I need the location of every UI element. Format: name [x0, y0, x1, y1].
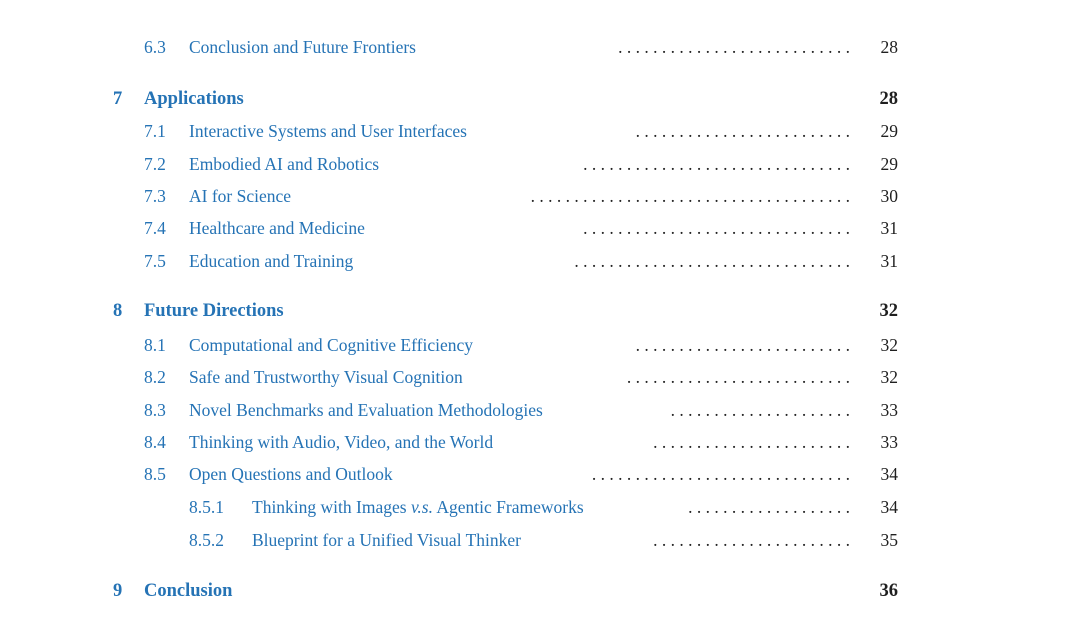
dot-leader: . . . . . . . . . . . . . . . . . . . . . . .	[653, 530, 850, 550]
page-number[interactable]: 34	[880, 464, 898, 484]
section-title[interactable]: Safe and Trustworthy Visual Cognition	[189, 367, 463, 387]
page-number[interactable]: 32	[880, 335, 898, 355]
page-number[interactable]: 32	[880, 367, 898, 387]
page-number[interactable]: 33	[880, 400, 898, 420]
section-title[interactable]: Open Questions and Outlook	[189, 464, 393, 484]
page-number[interactable]: 34	[880, 497, 898, 517]
toc-entry-6-3[interactable]	[0, 34, 1080, 60]
toc-entry-7-5[interactable]	[0, 248, 1080, 274]
dot-leader: . . . . . . . . . . . . . . . . . . . . . . . . . . . . . . .	[583, 218, 850, 238]
toc-entry-8-5-2[interactable]	[0, 527, 1080, 553]
toc-entry-8-3[interactable]	[0, 397, 1080, 423]
dot-leader: . . . . . . . . . . . . . . . . . . . . . . . . . .	[626, 367, 850, 387]
section-number: 7.5	[144, 251, 166, 271]
toc-entry-8-4[interactable]	[0, 429, 1080, 455]
toc-chapter-8[interactable]	[0, 298, 1080, 324]
section-title[interactable]: Thinking with Audio, Video, and the World	[189, 432, 494, 452]
dot-leader: . . . . . . . . . . . . . . . . . . . . . . . . . . . . . . . . . . . . .	[530, 186, 850, 206]
toc-chapter-9[interactable]	[0, 578, 1080, 604]
section-number: 7.2	[144, 154, 166, 174]
chapter-number: 8	[113, 301, 123, 321]
section-title[interactable]: Computational and Cognitive Efficiency	[189, 335, 473, 355]
toc-entry-7-4[interactable]	[0, 215, 1080, 241]
page-number[interactable]: 31	[880, 251, 898, 271]
chapter-number: 7	[113, 89, 123, 109]
page-number[interactable]: 35	[880, 530, 898, 550]
section-number: 7.1	[144, 121, 166, 141]
section-title[interactable]: Interactive Systems and User Interfaces	[189, 121, 467, 141]
toc-entry-8-2[interactable]	[0, 364, 1080, 390]
dot-leader: . . . . . . . . . . . . . . . . . . . . . . . . . . . . . . .	[583, 154, 850, 174]
toc-entry-7-2[interactable]	[0, 151, 1080, 177]
chapter-title[interactable]: Applications	[144, 89, 244, 109]
dot-leader: . . . . . . . . . . . . . . . . . . .	[688, 497, 850, 517]
section-number: 8.5	[144, 464, 166, 484]
section-number: 8.3	[144, 400, 166, 420]
dot-leader: . . . . . . . . . . . . . . . . . . . . . . . . . . . . . .	[591, 464, 850, 484]
page-number[interactable]: 36	[879, 581, 898, 601]
page-number[interactable]: 33	[880, 432, 898, 452]
section-title[interactable]: AI for Science	[189, 186, 292, 206]
chapter-title[interactable]: Conclusion	[144, 581, 233, 601]
toc-entry-7-1[interactable]	[0, 118, 1080, 144]
subsection-title[interactable]: Thinking with Images v.s. Agentic Frameworks	[252, 497, 584, 517]
section-number: 8.1	[144, 335, 166, 355]
toc-entry-7-3[interactable]	[0, 183, 1080, 209]
section-title[interactable]: Conclusion and Future Frontiers	[189, 37, 416, 57]
section-title[interactable]: Novel Benchmarks and Evaluation Methodologies	[189, 400, 543, 420]
section-number: 6.3	[144, 37, 166, 57]
subsection-number: 8.5.2	[189, 530, 224, 550]
section-title[interactable]: Healthcare and Medicine	[189, 218, 365, 238]
page-number[interactable]: 31	[880, 218, 898, 238]
dot-leader: . . . . . . . . . . . . . . . . . . . . . . . . .	[635, 335, 850, 355]
dot-leader: . . . . . . . . . . . . . . . . . . . . . . . . . . . . . . . .	[574, 251, 850, 271]
page-number[interactable]: 28	[880, 37, 898, 57]
dot-leader: . . . . . . . . . . . . . . . . . . . . . . . . . . .	[618, 37, 850, 57]
toc-entry-8-5[interactable]	[0, 461, 1080, 487]
section-number: 8.4	[144, 432, 166, 452]
dot-leader: . . . . . . . . . . . . . . . . . . . . . . . . .	[635, 121, 850, 141]
section-number: 7.4	[144, 218, 166, 238]
section-number: 8.2	[144, 367, 166, 387]
section-number: 7.3	[144, 186, 166, 206]
toc-entry-8-5-1[interactable]	[0, 494, 1080, 520]
subsection-title[interactable]: Blueprint for a Unified Visual Thinker	[252, 530, 522, 550]
dot-leader: . . . . . . . . . . . . . . . . . . . . . . .	[653, 432, 850, 452]
subsection-number: 8.5.1	[189, 497, 224, 517]
toc-entry-8-1[interactable]	[0, 332, 1080, 358]
chapter-number: 9	[113, 581, 123, 601]
page-number[interactable]: 29	[880, 121, 898, 141]
section-title[interactable]: Education and Training	[189, 251, 354, 271]
toc-chapter-7[interactable]	[0, 86, 1080, 112]
page-number[interactable]: 32	[879, 301, 898, 321]
page-number[interactable]: 28	[879, 89, 898, 109]
chapter-title[interactable]: Future Directions	[144, 301, 284, 321]
section-title[interactable]: Embodied AI and Robotics	[189, 154, 380, 174]
page-number[interactable]: 29	[880, 154, 898, 174]
dot-leader: . . . . . . . . . . . . . . . . . . . . .	[670, 400, 850, 420]
page-number[interactable]: 30	[880, 186, 898, 206]
